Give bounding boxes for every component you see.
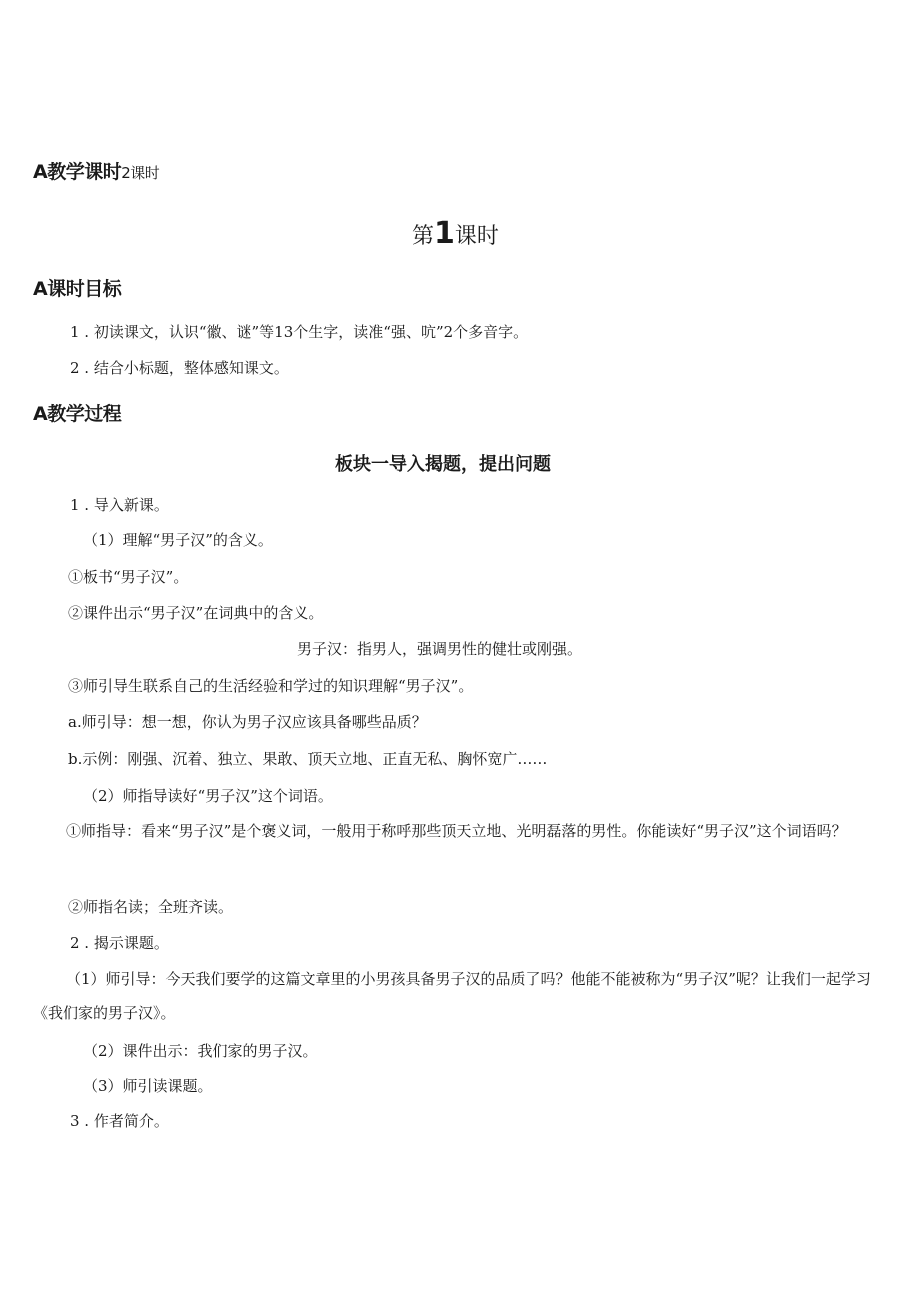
goals-heading: A课时目标 [33,278,122,300]
teaching-hours-heading [33,162,159,183]
goal-item: 1 . 初读课文，认识“徽、谜”等13个生字，读准“强、吭”2个多音字。 [70,323,529,341]
process-line: 1 . 导入新课。 [70,496,169,514]
teaching-hours-label: A教学课时 [33,161,122,183]
process-line: b.示例：刚强、沉着、独立、果敢、顶天立地、正直无私、胸怀宽广…… [68,750,548,768]
process-line: 2 . 揭示课题。 [70,934,169,952]
lesson-title-number: 1 [434,216,455,251]
process-paragraph: ①师指导：看来“男子汉”是个褒义词，一般用于称呼那些顶天立地、光明磊落的男性。你能读好“男子汉”这个词语吗？ [66,822,847,840]
process-heading: A教学过程 [33,403,122,425]
process-line: （1）理解“男子汉”的含义。 [83,531,273,549]
process-paragraph: （1）师引导：今天我们要学的这篇文章里的小男孩具备男子汉的品质了吗？他能不能被称为“男子汉”呢？让我们一起学习《我们家的男子汉》。 [33,970,871,1022]
process-line: ②师指名读；全班齐读。 [68,898,234,916]
lesson-title [412,216,499,252]
process-line: ①板书“男子汉”。 [68,568,189,586]
process-line: 3 . 作者简介。 [70,1112,169,1130]
dictionary-definition: 男子汉：指男人，强调男性的健壮或刚强。 [297,640,583,658]
process-line: （3）师引读课题。 [83,1077,213,1095]
process-line: （2）师指导读好“男子汉”这个词语。 [83,787,333,805]
block-title: 板块一导入揭题，提出问题 [335,454,551,475]
goal-item: 2 . 结合小标题，整体感知课文。 [70,359,289,377]
process-line: （2）课件出示：我们家的男子汉。 [83,1042,318,1060]
lesson-title-prefix: 第 [412,224,435,249]
lesson-title-suffix: 课时 [454,224,499,249]
teaching-hours-value: 2课时 [121,164,160,182]
process-line: ③师引导生联系自己的生活经验和学过的知识理解“男子汉”。 [68,677,474,695]
process-line: ②课件出示“男子汉”在词典中的含义。 [68,604,324,622]
process-line: a.师引导：想一想，你认为男子汉应该具备哪些品质？ [68,713,427,731]
